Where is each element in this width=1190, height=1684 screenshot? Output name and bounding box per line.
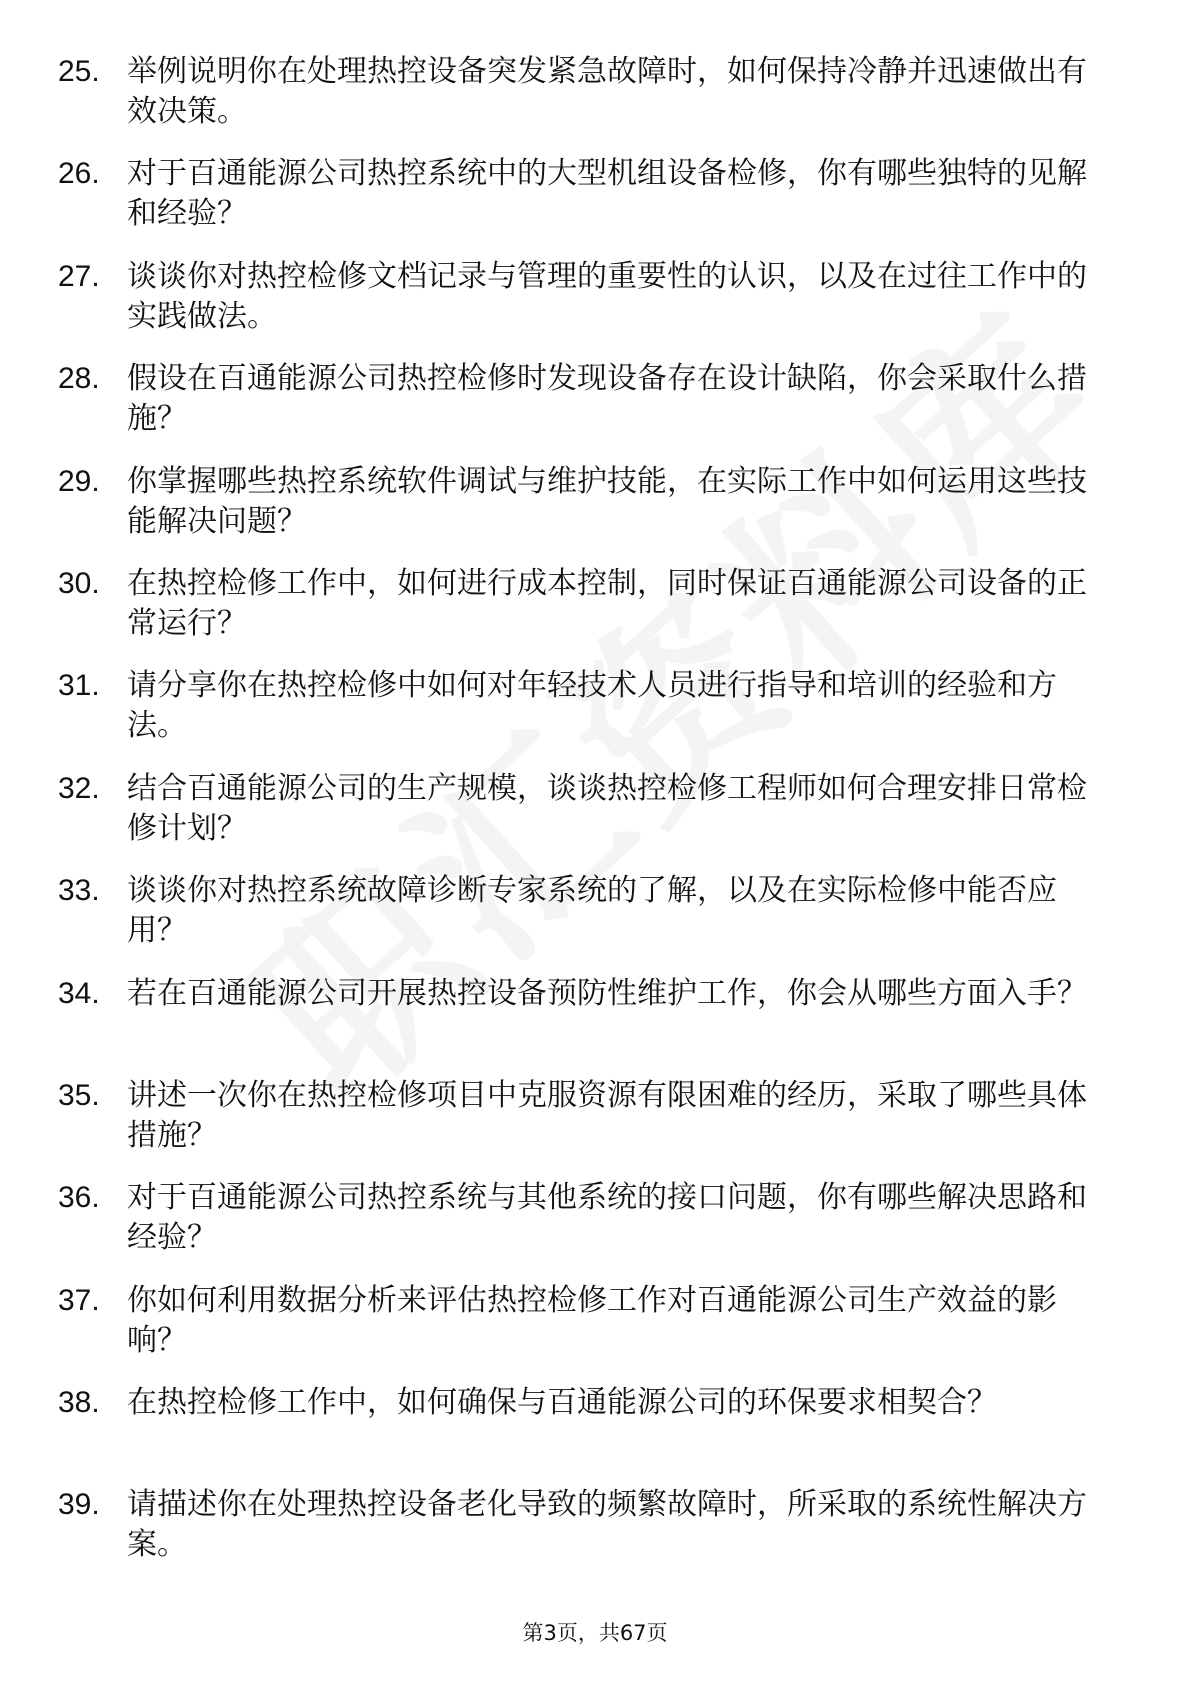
question-text: 谈谈你对热控系统故障诊断专家系统的了解，以及在实际检修中能否应用？ [127,873,1057,949]
question-item [0,154,1190,256]
question-item [0,1281,1190,1383]
question-item [0,769,1190,871]
question-text: 在热控检修工作中，如何确保与百通能源公司的环保要求相契合？ [127,1385,997,1421]
question-item [0,871,1190,973]
question-number: 30. [58,566,100,600]
question-text: 举例说明你在处理热控设备突发紧急故障时，如何保持冷静并迅速做出有效决策。 [127,54,1087,129]
question-text: 请分享你在热控检修中如何对年轻技术人员进行指导和培训的经验和方法。 [127,668,1057,744]
question-text: 若在百通能源公司开展热控设备预防性维护工作，你会从哪些方面入手？ [127,975,1087,1011]
page-footer [0,1618,1190,1648]
question-item [0,462,1190,564]
question-text: 你掌握哪些热控系统软件调试与维护技能，在实际工作中如何运用这些技能解决问题？ [127,463,1087,539]
question-number: 37. [58,1283,100,1317]
question-item [0,1178,1190,1280]
question-item [0,257,1190,359]
question-item [0,359,1190,461]
question-number: 34. [58,976,100,1010]
question-item [0,1485,1190,1587]
question-number: 31. [58,669,100,703]
question-text: 你如何利用数据分析来评估热控检修工作对百通能源公司生产效益的影响？ [127,1282,1057,1358]
question-item [0,564,1190,666]
question-text: 谈谈你对热控检修文档记录与管理的重要性的认识，以及在过往工作中的实践做法。 [127,258,1087,334]
question-number: 28. [58,362,100,396]
question-text: 请描述你在处理热控设备老化导致的频繁故障时，所采取的系统性解决方案。 [127,1487,1087,1563]
question-text: 结合百通能源公司的生产规模，谈谈热控检修工程师如何合理安排日常检修计划？ [127,770,1087,846]
question-number: 35. [58,1078,100,1112]
question-number: 27. [58,259,100,293]
question-text: 讲述一次你在热控检修项目中克服资源有限困难的经历，采取了哪些具体措施？ [127,1077,1087,1153]
question-item [0,1076,1190,1178]
page-number-label: 第3页，共67页 [522,1621,668,1645]
question-text: 在热控检修工作中，如何进行成本控制，同时保证百通能源公司设备的正常运行？ [127,565,1087,641]
question-number: 36. [58,1181,100,1215]
question-text: 对于百通能源公司热控系统中的大型机组设备检修，你有哪些独特的见解和经验？ [127,156,1087,232]
question-item [0,52,1190,154]
question-number: 32. [58,771,100,805]
question-number: 38. [58,1386,100,1420]
question-number: 33. [58,874,100,908]
question-item [0,666,1190,768]
question-number: 26. [58,157,100,191]
question-item [0,974,1190,1076]
question-number: 39. [58,1488,100,1522]
question-text: 对于百通能源公司热控系统与其他系统的接口问题，你有哪些解决思路和经验？ [127,1180,1087,1256]
question-item [0,1383,1190,1485]
question-number: 29. [58,464,100,498]
question-number: 25. [58,55,100,88]
question-text: 假设在百通能源公司热控检修时发现设备存在设计缺陷，你会采取什么措施？ [127,361,1087,437]
question-list [0,52,1190,1588]
